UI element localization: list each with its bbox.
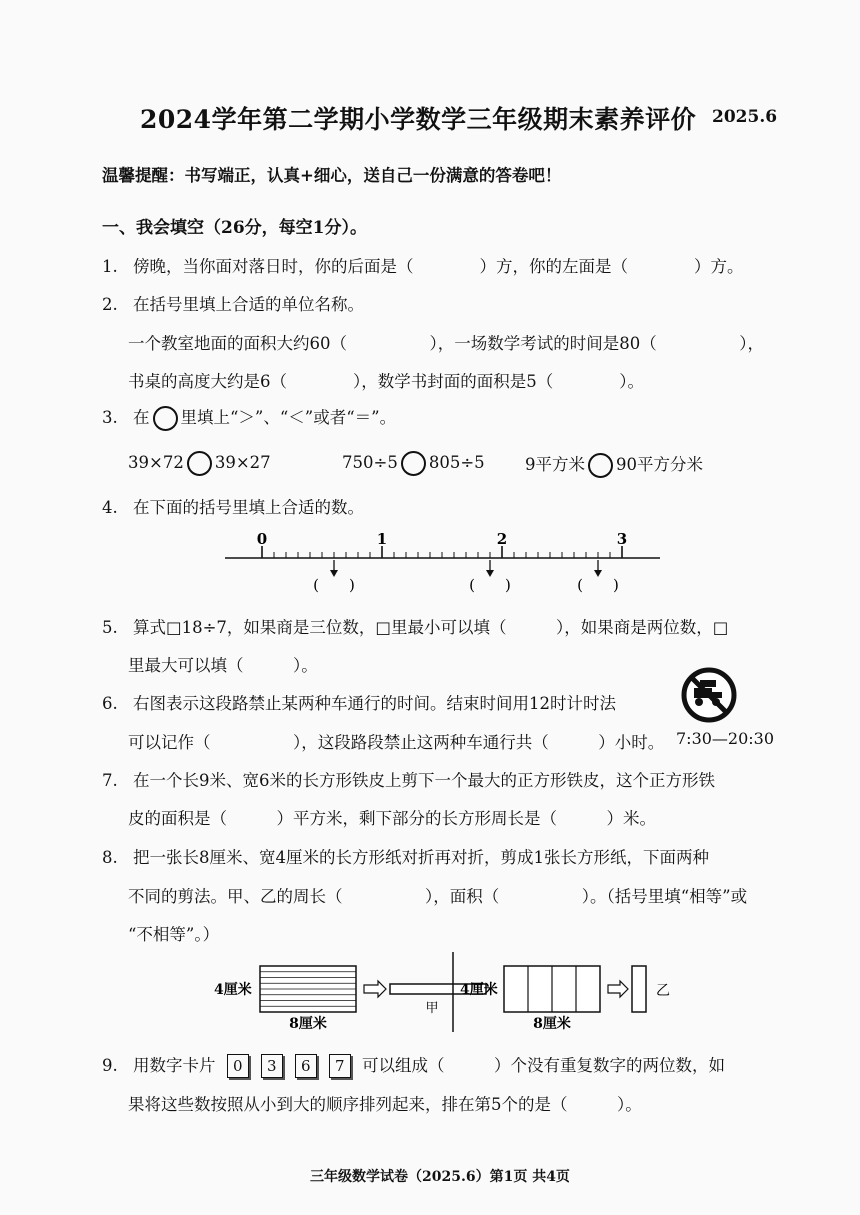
restriction-time: 7:30—20:30 — [676, 729, 775, 748]
number-card-0: 0 — [227, 1054, 249, 1078]
question-text: 把一张长8厘米、宽4厘米的长方形纸对折再对折，剪成1张长方形纸，下面两种 — [133, 848, 709, 867]
question-text: 用数字卡片 — [133, 1056, 216, 1075]
label-yi: 乙 — [656, 983, 670, 999]
reminder-text: 温馨提醒：书写端正，认真+细心，送自己一份满意的答卷吧！ — [102, 166, 562, 185]
label-jia: 甲 — [425, 1001, 439, 1016]
question-text: 在括号里填上合适的单位名称。 — [133, 295, 364, 314]
tick-label-3: 3 — [616, 530, 628, 548]
page-footer: 三年级数学试卷（2025.6）第1页 共4页 — [310, 1169, 570, 1185]
question-number: 6. — [102, 694, 118, 713]
question-2-line-1: 一个教室地面的面积大约60（ ），一场数学考试的时间是80（ ）， — [128, 334, 764, 353]
question-text: 傍晚，当你面对落日时，你的后面是（ ）方，你的左面是（ ）方。 — [133, 257, 744, 276]
question-text: 右图表示这段路禁止某两种车通行的时间。结束时间用12时计时法 — [133, 694, 616, 713]
answer-blank-3[interactable]: ( ) — [577, 576, 619, 594]
no-vehicle-sign-icon — [680, 666, 738, 724]
expression-left: 39×72 — [128, 453, 184, 472]
compare-expression-1 — [128, 451, 271, 476]
question-number: 2. — [102, 295, 118, 314]
expression-right: 805÷5 — [428, 453, 485, 472]
label-4cm-right: 4厘米 — [460, 982, 498, 998]
compare-circle-icon[interactable] — [401, 451, 426, 476]
question-6-line-2: 可以记作（ ），这段路段禁止这两种车通行共（ ）小时。 — [128, 733, 665, 752]
number-line-ticks — [262, 546, 622, 558]
question-number: 4. — [102, 498, 118, 517]
section-1-title: 一、我会填空（26分，每空1分）。 — [102, 218, 367, 238]
question-3 — [102, 404, 396, 431]
expression-left: 750÷5 — [342, 453, 398, 472]
number-card-6: 6 — [295, 1054, 317, 1078]
arrow-marker-2 — [486, 560, 494, 577]
question-8 — [102, 844, 709, 868]
page-title: 2024学年第二学期小学数学三年级期末素养评价 — [140, 105, 697, 134]
question-text: 在下面的括号里填上合适的数。 — [133, 498, 364, 517]
question-7 — [102, 767, 715, 791]
expression-right: 39×27 — [214, 453, 271, 472]
question-5-line-2: 里最大可以填（ ）。 — [128, 656, 318, 675]
compare-circle-icon[interactable] — [588, 453, 613, 478]
compare-circle-icon — [153, 406, 178, 431]
question-2 — [102, 291, 364, 315]
tick-label-2: 2 — [496, 530, 508, 548]
folded-rectangle-vertical — [504, 966, 600, 1012]
question-8-line-2: 不同的剪法。甲、乙的周长（ ），面积（ ）。（括号里填“相等”或 — [128, 887, 748, 906]
question-2-line-2: 书桌的高度大约是6（ ），数学书封面的面积是5（ ）。 — [128, 372, 644, 391]
question-8-line-3: “不相等”。） — [128, 925, 220, 944]
question-number: 9. — [102, 1056, 118, 1075]
question-6 — [102, 690, 616, 714]
folded-rectangle-horizontal — [260, 966, 356, 1012]
arrow-marker-1 — [330, 560, 338, 577]
paper-cutting-diagram — [210, 952, 670, 1032]
number-card-7: 7 — [329, 1054, 351, 1078]
arrow-right-icon — [608, 981, 628, 997]
question-9-line-2: 果将这些数按照从小到大的顺序排列起来，排在第5个的是（ ）。 — [128, 1095, 642, 1114]
strip-yi — [632, 966, 646, 1012]
tick-label-1: 1 — [376, 530, 388, 548]
compare-circle-icon[interactable] — [187, 451, 212, 476]
compare-expression-3 — [525, 451, 703, 478]
number-card-3: 3 — [261, 1054, 283, 1078]
expression-right: 90平方分米 — [616, 455, 703, 474]
question-number: 5. — [102, 618, 118, 637]
question-4 — [102, 494, 364, 518]
compare-expression-2 — [342, 451, 485, 476]
label-8cm-right: 8厘米 — [533, 1016, 571, 1032]
question-number: 3. — [102, 408, 118, 427]
answer-blank-1[interactable]: ( ) — [313, 576, 355, 594]
answer-blank-2[interactable]: ( ) — [469, 576, 511, 594]
question-9 — [102, 1052, 725, 1078]
label-8cm-left: 8厘米 — [289, 1016, 327, 1032]
question-5 — [102, 614, 728, 638]
tick-label-0: 0 — [256, 530, 268, 548]
expression-left: 9平方米 — [525, 455, 585, 474]
question-number: 8. — [102, 848, 118, 867]
label-4cm-left: 4厘米 — [214, 982, 252, 998]
question-number: 7. — [102, 771, 118, 790]
arrow-marker-3 — [594, 560, 602, 577]
question-number: 1. — [102, 257, 118, 276]
question-text: 在一个长9米、宽6米的长方形铁皮上剪下一个最大的正方形铁皮，这个正方形铁 — [133, 771, 715, 790]
question-text: 算式□18÷7，如果商是三位数，□里最小可以填（ ），如果商是两位数，□ — [133, 618, 729, 637]
question-7-line-2: 皮的面积是（ ）平方米，剩下部分的长方形周长是（ ）米。 — [128, 809, 656, 828]
question-text: 里填上“＞”、“＜”或者“＝”。 — [180, 408, 397, 427]
question-1 — [102, 253, 744, 277]
number-line — [220, 528, 665, 598]
question-text: 在 — [133, 408, 150, 427]
exam-date: 2025.6 — [712, 107, 778, 127]
arrow-right-icon — [364, 981, 386, 997]
question-text: 可以组成（ ）个没有重复数字的两位数，如 — [362, 1056, 725, 1075]
